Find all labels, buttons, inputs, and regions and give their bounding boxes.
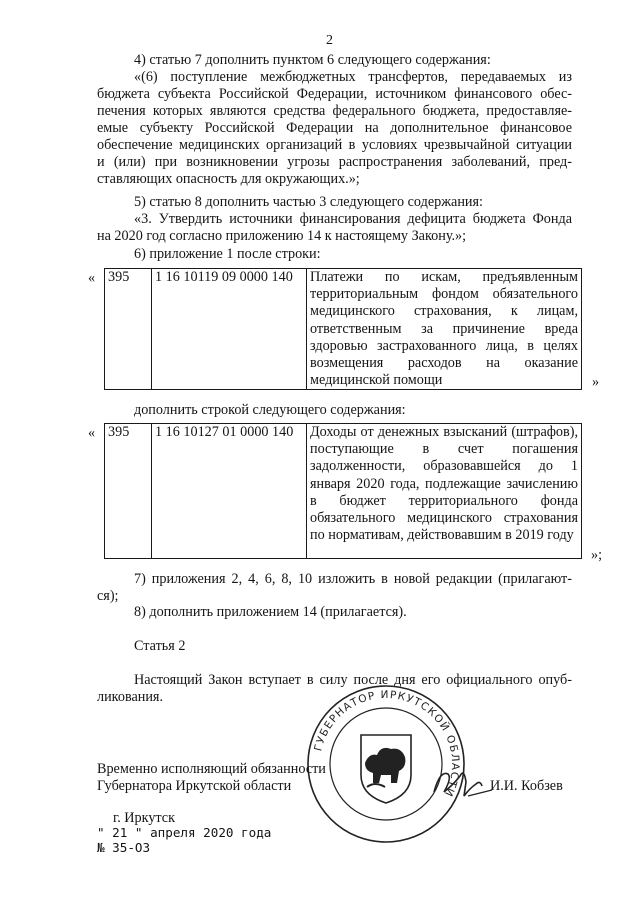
svg-text:ГУБЕРНАТОР ИРКУТСКОЙ ОБЛАСТИ: ГУБЕРНАТОР ИРКУТСКОЙ ОБЛАСТИ (312, 688, 462, 799)
item4-quote-line: печения которых являются средства федерального бюджета, предоставляе- (97, 103, 572, 119)
item4-quote-line: обеспечение медицинских организаций в условиях чрезвычайной ситуации (97, 137, 572, 153)
new-row-table (104, 423, 582, 559)
item7-line2: ся); (97, 588, 119, 604)
article2-line2: ликования. (97, 689, 164, 705)
article2-line1: Настоящий Закон вступает в силу после дня его официального опуб- (134, 672, 572, 688)
close-quote: »; (591, 547, 603, 563)
item6-intro: 6) приложение 1 после строки: (134, 246, 321, 262)
item8: 8) дополнить приложением 14 (прилагается). (134, 604, 407, 620)
item5-quote-line1: «3. Утвердить источники финансирования дефицита бюджета Фонда (134, 211, 572, 227)
close-quote: » (592, 374, 600, 390)
footer-number: № 35-ОЗ (97, 840, 151, 855)
open-quote: « (88, 425, 96, 441)
item5-quote-line2: на 2020 год согласно приложению 14 к настоящему Закону.»; (97, 228, 467, 244)
footer-city: г. Иркутск (113, 810, 175, 826)
signer-name: И.И. Кобзев (490, 778, 563, 794)
item4-quote-line: и (или) при возникновении угрозы распространения заболеваний, пред- (97, 154, 572, 170)
item4-quote-line: «(6) поступление межбюджетных трансфертов, передаваемых из (134, 69, 572, 85)
row-before-table (104, 268, 582, 390)
open-quote: « (88, 270, 96, 286)
item4-quote-line: бюджета субъекта Российской Федерации, источником финансового обес- (97, 86, 572, 102)
article-heading: Статья 2 (134, 638, 186, 654)
item4-quote-last: ставляющих опасность для окружающих.»; (97, 171, 360, 187)
add-row-text: дополнить строкой следующего содержания: (134, 402, 406, 418)
item5-intro: 5) статью 8 дополнить частью 3 следующего содержания: (134, 194, 483, 210)
signer-title-line1: Временно исполняющий обязанности (97, 761, 326, 777)
item4-quote-line: емые субъекту Российской Федерации на дополнительное финансовое (97, 120, 572, 136)
row-description: Доходы от денежных взысканий (штрафов), поступающие в счет погашения задолженности, образовавшейся до 1 января 2020 года, подлежащие зачислению в бюджет территориального фонда обязательного медицинского страхования по нормативам, действовавшим в 2019 году (307, 424, 582, 559)
row-kbk: 1 16 10119 09 0000 140 (152, 269, 307, 390)
row-code: 395 (105, 424, 152, 559)
page-number: 2 (326, 33, 333, 48)
row-code: 395 (105, 269, 152, 390)
row-kbk: 1 16 10127 01 0000 140 (152, 424, 307, 559)
signer-title-line2: Губернатора Иркутской области (97, 778, 292, 794)
item7-line1: 7) приложения 2, 4, 6, 8, 10 изложить в новой редакции (прилагают- (134, 571, 572, 587)
item4-intro: 4) статью 7 дополнить пунктом 6 следующего содержания: (134, 52, 491, 68)
footer-date: " 21 " апреля 2020 года (97, 825, 272, 840)
row-description: Платежи по искам, предъявленным территориальным фондом обязательного медицинского страхования, к лицам, ответственным за причинение вреда здоровью застрахованного лица, в целях возмещения расходов на оказание медицинской помощи (307, 269, 582, 390)
